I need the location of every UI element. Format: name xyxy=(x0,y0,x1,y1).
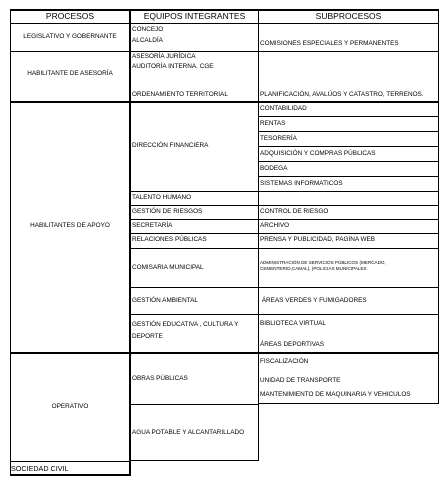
subproceso-comisiones: COMISIONES ESPECIALES Y PERMANENTES xyxy=(260,40,399,47)
equipo-comisaria: COMISARIA MUNICIPAL xyxy=(132,264,204,271)
equipo-auditoria: AUDITORÍA INTERNA. CGE xyxy=(132,63,214,70)
equipo-asesoria-juridica: ASESORÍA JURÍDICA xyxy=(132,53,196,60)
subproceso-administracion-line1: ADMINISTRACIÓN DE SERVICIOS PÚBLICOS (MERCADO, xyxy=(260,260,386,265)
proceso-apoyo: HABILITANTES DE APOYO xyxy=(30,222,110,229)
row-divider xyxy=(10,461,130,462)
header-procesos: PROCESOS xyxy=(45,11,95,21)
proceso-asesoria: HABILITANTE DE ASESORÍA xyxy=(27,70,113,77)
subproceso-sistemas: SISTEMAS INFORMATICOS xyxy=(260,180,343,187)
subproceso-rentas: RENTAS xyxy=(260,120,286,127)
proceso-legislativo: LEGISLATIVO Y GOBERNANTE xyxy=(23,33,117,40)
equipo-gestion-educativa: GESTIÓN EDUCATIVA , CULTURA Y xyxy=(132,321,239,328)
section-divider xyxy=(10,352,439,354)
row-divider xyxy=(258,131,439,132)
row-divider xyxy=(258,176,439,177)
row-divider xyxy=(258,116,439,117)
subproceso-contabilidad: CONTABILIDAD xyxy=(260,105,307,112)
row-divider xyxy=(130,205,439,206)
row-divider xyxy=(130,404,258,405)
equipo-talento-humano: TALENTO HUMANO xyxy=(132,194,192,201)
header-subprocesos: SUBPROCESOS xyxy=(315,11,382,21)
row-divider xyxy=(258,161,439,162)
row-divider xyxy=(130,460,258,461)
row-divider xyxy=(10,51,439,52)
equipo-agua-potable: AGUA POTABLE Y ALCANTARILLADO xyxy=(132,429,245,436)
subproceso-areas-verdes: ÁREAS VERDES Y FUMIGADORES xyxy=(260,297,367,304)
subproceso-administracion xyxy=(260,260,436,272)
subproceso-adquisicion: ADQUISICIÓN Y COMPRAS PÚBLICAS xyxy=(260,150,376,157)
equipo-concejo: CONCEJO xyxy=(132,26,164,33)
table-border-bottom xyxy=(10,474,131,476)
equipo-relaciones-publicas: RELACIONES PÚBLICAS xyxy=(132,236,207,243)
subproceso-administracion-line2: CEMENTERIO,CAMAL), )POLICIAS MUNICIPALES xyxy=(260,266,367,272)
subproceso-mantenimiento: MANTENIMIENTO DE MAQUINARIA Y VEHICULOS xyxy=(260,391,411,398)
equipo-gestion-ambiental: GESTIÓN AMBIENTAL xyxy=(132,297,198,304)
subproceso-biblioteca: BIBLIOTECA VIRTUAL xyxy=(260,320,326,327)
row-divider xyxy=(258,146,439,147)
row-divider xyxy=(130,233,439,234)
column-divider xyxy=(258,9,259,461)
equipo-secretaria: SECRETARÍA xyxy=(132,222,173,229)
proceso-sociedad-civil: SOCIEDAD CIVIL xyxy=(11,464,69,473)
equipo-obras-publicas: OBRAS PÚBLICAS xyxy=(132,375,188,382)
subproceso-prensa: PRENSA Y PUBLICIDAD, PAGINA WEB xyxy=(260,236,376,243)
subproceso-archivo: ARCHIVO xyxy=(260,222,290,229)
subproceso-planificacion: PLANIFICACIÓN, AVALÚOS Y CATASTRO, TERRENOS. xyxy=(260,91,424,98)
header-equipos: EQUIPOS INTEGRANTES xyxy=(143,11,246,21)
row-divider xyxy=(10,101,439,103)
equipo-ordenamiento: ORDENAMIENTO TERRITORIAL xyxy=(132,91,228,98)
subproceso-bodega: BODEGA xyxy=(260,165,288,172)
subproceso-fiscalizacion: FISCALIZACIÓN xyxy=(260,358,309,365)
row-divider xyxy=(130,287,439,288)
header-divider xyxy=(10,23,439,24)
equipo-gestion-educativa-line2: DEPORTE xyxy=(132,333,163,340)
row-divider xyxy=(130,219,439,220)
subproceso-tesoreria: TESORERÍA xyxy=(260,135,297,142)
row-divider xyxy=(258,403,439,404)
table-border-right xyxy=(438,9,439,404)
equipo-gestion-riesgos: GESTIÓN DE RIESGOS xyxy=(132,208,203,215)
equipo-direccion-financiera: DIRECCIÓN FINANCIERA xyxy=(132,142,209,149)
row-divider xyxy=(130,314,439,315)
row-divider xyxy=(130,191,439,192)
proceso-operativo: OPERATIVO xyxy=(51,403,89,410)
column-divider xyxy=(129,9,131,476)
row-divider xyxy=(130,248,439,249)
subproceso-control-riesgo: CONTROL DE RIESGO xyxy=(260,208,329,215)
subproceso-transporte: UNIDAD DE TRANSPORTE xyxy=(260,377,341,384)
subproceso-areas-deportivas: ÁREAS DEPORTIVAS xyxy=(260,341,325,348)
equipo-alcaldia: ALCALDÍA xyxy=(132,37,163,44)
